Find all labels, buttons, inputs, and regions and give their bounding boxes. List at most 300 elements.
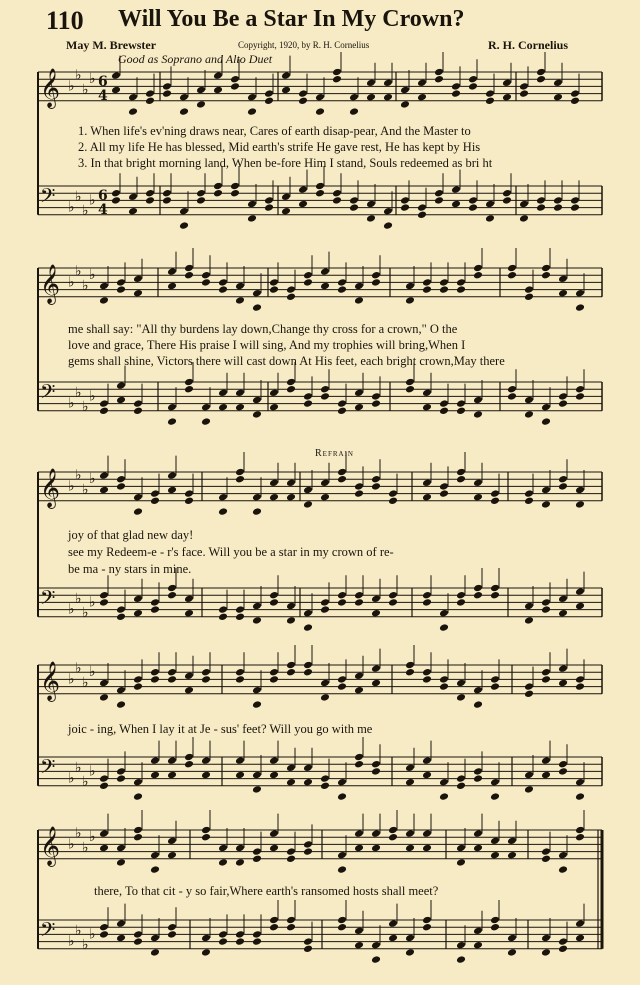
note-head [303, 271, 313, 280]
note-head [167, 267, 177, 276]
note-head [218, 605, 228, 614]
note-head [179, 207, 189, 216]
note-head [405, 764, 415, 773]
note-head [473, 767, 483, 776]
note-head [235, 668, 245, 677]
note-head [269, 591, 279, 600]
note-head [524, 285, 534, 294]
note-head [558, 275, 568, 284]
note-head [575, 303, 585, 312]
note-head [371, 941, 381, 950]
note-head [99, 693, 109, 702]
note-head [337, 916, 347, 925]
note-head [337, 407, 347, 416]
note-head [354, 686, 364, 695]
note-head [507, 851, 517, 860]
note-head [235, 605, 245, 614]
note-head [235, 282, 245, 291]
note-head [558, 392, 568, 401]
note-head [354, 591, 364, 600]
note-head [354, 489, 364, 498]
note-head [451, 82, 461, 91]
note-head [456, 693, 466, 702]
note-head [349, 196, 359, 205]
note-head [167, 771, 177, 780]
note-head [320, 605, 330, 614]
note-head [456, 598, 466, 607]
note-head [456, 475, 466, 484]
note-head [235, 937, 245, 946]
note-head [558, 289, 568, 298]
note-head [371, 482, 381, 491]
note-head [150, 934, 160, 943]
note-head [320, 679, 330, 688]
lyric-line: me shall say: "All thy burdens lay down,Change thy cross for a crown," O the [68, 322, 458, 336]
lyric-line: there, To that cit - y so fair,Where earth's ransomed hosts shall meet? [94, 884, 439, 898]
note-head [116, 285, 126, 294]
note-head [303, 778, 313, 787]
note-head [490, 591, 500, 600]
note-head [541, 264, 551, 273]
flat-sign: ♭ [89, 926, 96, 943]
note-head [473, 271, 483, 280]
note-head [167, 282, 177, 291]
note-head [218, 493, 228, 502]
note-head [575, 486, 585, 495]
note-head [252, 686, 262, 695]
note-head [281, 193, 291, 202]
note-head [235, 858, 245, 867]
note-head [456, 285, 466, 294]
note-head [541, 598, 551, 607]
note-head [111, 189, 121, 198]
flat-sign: ♭ [75, 590, 82, 607]
note-head [99, 296, 109, 305]
note-head [281, 71, 291, 80]
note-head [298, 89, 308, 98]
note-head [184, 378, 194, 387]
note-head [473, 396, 483, 405]
note-head [405, 668, 415, 677]
note-head [417, 203, 427, 212]
note-head [167, 675, 177, 684]
note-head [150, 497, 160, 506]
note-head [269, 285, 279, 294]
flat-sign: ♭ [82, 399, 89, 416]
note-head [162, 189, 172, 198]
note-head [320, 267, 330, 276]
note-head [388, 919, 398, 928]
note-head [371, 271, 381, 280]
note-head [371, 399, 381, 408]
note-head [320, 282, 330, 291]
note-head [366, 93, 376, 102]
note-head [400, 196, 410, 205]
note-head [167, 930, 177, 939]
note-head [417, 93, 427, 102]
note-head [167, 923, 177, 932]
flat-sign: ♭ [89, 471, 96, 488]
note-head [303, 661, 313, 670]
note-head [456, 591, 466, 600]
note-head [99, 591, 109, 600]
note-head [507, 837, 517, 846]
note-head [116, 858, 126, 867]
note-head [179, 107, 189, 116]
note-head [541, 675, 551, 684]
lyric-line: see my Redeem-e - r's face. Will you be a star in my crown of re- [68, 545, 394, 559]
flat-sign: ♭ [89, 664, 96, 681]
note-head [383, 79, 393, 88]
note-head [337, 591, 347, 600]
note-head [502, 93, 512, 102]
note-head [179, 221, 189, 230]
note-head [558, 760, 568, 769]
note-head [422, 675, 432, 684]
note-head [320, 392, 330, 401]
note-head [116, 919, 126, 928]
note-head [456, 858, 466, 867]
flat-sign: ♭ [75, 922, 82, 939]
note-head [371, 278, 381, 287]
note-head [252, 937, 262, 946]
note-head [405, 829, 415, 838]
note-head [536, 203, 546, 212]
note-head [405, 661, 415, 670]
note-head [99, 399, 109, 408]
note-head [371, 955, 381, 964]
note-head [558, 482, 568, 491]
note-head [434, 68, 444, 77]
note-head [320, 385, 330, 394]
note-head [575, 792, 585, 801]
note-head [133, 275, 143, 284]
note-head [473, 410, 483, 419]
note-head [315, 107, 325, 116]
note-head [303, 623, 313, 632]
note-head [269, 844, 279, 853]
note-head [524, 616, 534, 625]
note-head [473, 584, 483, 593]
note-head [99, 829, 109, 838]
flat-sign: ♭ [68, 478, 75, 495]
note-head [303, 764, 313, 773]
note-head [422, 756, 432, 765]
note-head [422, 285, 432, 294]
note-head [196, 100, 206, 109]
note-head [286, 602, 296, 611]
note-head [337, 278, 347, 287]
note-head [213, 71, 223, 80]
note-head [558, 945, 568, 954]
note-head [337, 792, 347, 801]
note-head [371, 844, 381, 853]
note-head [332, 68, 342, 77]
note-head [218, 278, 228, 287]
bass-clef: 𝄢 [40, 184, 56, 212]
note-head [553, 196, 563, 205]
note-head [269, 923, 279, 932]
note-head [439, 278, 449, 287]
note-head [558, 609, 568, 618]
note-head [235, 389, 245, 398]
note-head [422, 278, 432, 287]
note-head [337, 923, 347, 932]
flat-sign: ♭ [82, 840, 89, 856]
note-head [354, 403, 364, 412]
note-head [184, 753, 194, 762]
note-head [167, 591, 177, 600]
note-head [388, 826, 398, 835]
flat-sign: ♭ [89, 388, 96, 405]
note-head [388, 489, 398, 498]
note-head [456, 844, 466, 853]
note-head [371, 609, 381, 618]
note-head [247, 107, 257, 116]
note-head [570, 97, 580, 106]
note-head [536, 75, 546, 84]
note-head [133, 937, 143, 946]
note-head [354, 672, 364, 681]
note-head [264, 97, 274, 106]
note-head [371, 679, 381, 688]
note-head [196, 86, 206, 95]
note-head [507, 264, 517, 273]
note-head [269, 668, 279, 677]
flat-sign: ♭ [68, 199, 75, 216]
note-head [303, 278, 313, 287]
note-head [519, 214, 529, 223]
note-head [150, 668, 160, 677]
note-head [315, 182, 325, 191]
note-head [145, 89, 155, 98]
note-head [536, 68, 546, 77]
note-head [184, 497, 194, 506]
note-head [162, 196, 172, 205]
note-head [422, 479, 432, 488]
note-head [252, 930, 262, 939]
note-head [439, 675, 449, 684]
note-head [116, 767, 126, 776]
note-head [405, 844, 415, 853]
note-head [128, 193, 138, 202]
note-head [235, 403, 245, 412]
time-signature: 6 [98, 74, 108, 90]
note-head [150, 851, 160, 860]
note-head [405, 778, 415, 787]
flat-sign: ♭ [89, 267, 96, 284]
note-head [235, 930, 245, 939]
note-head [252, 303, 262, 312]
note-head [218, 930, 228, 939]
note-head [167, 668, 177, 677]
note-head [337, 778, 347, 787]
note-head [456, 468, 466, 477]
note-head [320, 598, 330, 607]
note-head [281, 86, 291, 95]
note-head [558, 865, 568, 874]
note-head [575, 833, 585, 842]
note-head [133, 399, 143, 408]
note-head [150, 771, 160, 780]
note-head [575, 778, 585, 787]
note-head [354, 760, 364, 769]
note-head [519, 82, 529, 91]
note-head [99, 844, 109, 853]
note-head [439, 778, 449, 787]
flat-sign: ♭ [89, 829, 96, 846]
note-head [490, 916, 500, 925]
note-head [150, 948, 160, 957]
note-head [473, 700, 483, 709]
note-head [541, 934, 551, 943]
flat-sign: ♭ [68, 933, 75, 950]
note-head [371, 392, 381, 401]
lyric-line: joy of that glad new day! [68, 528, 194, 542]
note-head [473, 686, 483, 695]
time-signature: 4 [98, 202, 108, 218]
note-head [99, 923, 109, 932]
note-head [201, 417, 211, 426]
note-head [264, 196, 274, 205]
note-head [320, 493, 330, 502]
flat-sign: ♭ [89, 594, 96, 611]
note-head [303, 486, 313, 495]
treble-clef: 𝄞 [40, 826, 61, 866]
note-head [167, 584, 177, 593]
note-head [524, 410, 534, 419]
note-head [456, 407, 466, 416]
note-head [116, 475, 126, 484]
note-head [541, 847, 551, 856]
note-head [456, 399, 466, 408]
note-head [286, 778, 296, 787]
note-head [490, 923, 500, 932]
note-head [575, 934, 585, 943]
note-head [422, 403, 432, 412]
note-head [247, 214, 257, 223]
note-head [111, 196, 121, 205]
note-head [490, 675, 500, 684]
note-head [133, 289, 143, 298]
note-head [133, 826, 143, 835]
note-head [286, 616, 296, 625]
note-head [99, 598, 109, 607]
note-head [116, 605, 126, 614]
note-head [213, 189, 223, 198]
note-head [558, 767, 568, 776]
note-head [320, 693, 330, 702]
note-head [456, 774, 466, 783]
note-head [502, 196, 512, 205]
note-head [269, 479, 279, 488]
note-head [150, 598, 160, 607]
music-credit: R. H. Cornelius [488, 38, 569, 52]
note-head [332, 196, 342, 205]
note-head [264, 203, 274, 212]
flat-sign: ♭ [68, 601, 75, 618]
lyric-line: 1. When life's ev'ning draws near, Cares of earth disap-pear, And the Master to [78, 124, 471, 138]
note-head [400, 86, 410, 95]
note-head [167, 851, 177, 860]
note-head [235, 844, 245, 853]
note-head [541, 403, 551, 412]
note-head [388, 934, 398, 943]
note-head [252, 771, 262, 780]
note-head [133, 507, 143, 516]
note-head [218, 507, 228, 516]
note-head [541, 756, 551, 765]
flat-sign: ♭ [89, 192, 96, 209]
note-head [298, 185, 308, 194]
note-head [575, 602, 585, 611]
note-head [184, 489, 194, 498]
note-head [230, 189, 240, 198]
note-head [541, 500, 551, 509]
note-head [575, 289, 585, 298]
note-head [422, 771, 432, 780]
note-head [524, 682, 534, 691]
note-head [196, 189, 206, 198]
note-head [218, 844, 228, 853]
note-head [145, 196, 155, 205]
flat-sign: ♭ [75, 263, 82, 280]
note-head [558, 937, 568, 946]
note-head [252, 847, 262, 856]
note-head [218, 285, 228, 294]
note-head [269, 829, 279, 838]
words-credit: May M. Brewster [66, 38, 157, 52]
note-head [490, 584, 500, 593]
note-head [218, 613, 228, 622]
note-head [269, 598, 279, 607]
note-head [213, 182, 223, 191]
note-head [558, 399, 568, 408]
note-head [167, 403, 177, 412]
note-head [281, 207, 291, 216]
note-head [553, 93, 563, 102]
note-head [371, 664, 381, 673]
note-head [128, 207, 138, 216]
note-head [269, 278, 279, 287]
note-head [286, 385, 296, 394]
note-head [286, 916, 296, 925]
note-head [366, 79, 376, 88]
note-head [473, 774, 483, 783]
note-head [332, 75, 342, 84]
note-head [524, 396, 534, 405]
note-head [235, 468, 245, 477]
note-head [502, 189, 512, 198]
note-head [422, 844, 432, 853]
note-head [99, 407, 109, 416]
note-head [286, 479, 296, 488]
note-head [519, 200, 529, 209]
note-head [252, 616, 262, 625]
note-head [439, 609, 449, 618]
note-head [507, 948, 517, 957]
note-head [388, 591, 398, 600]
note-head [235, 613, 245, 622]
note-head [337, 865, 347, 874]
note-head [422, 829, 432, 838]
note-head [315, 189, 325, 198]
note-head [354, 389, 364, 398]
note-head [575, 392, 585, 401]
note-head [456, 941, 466, 950]
note-head [264, 89, 274, 98]
flat-sign: ♭ [75, 384, 82, 401]
